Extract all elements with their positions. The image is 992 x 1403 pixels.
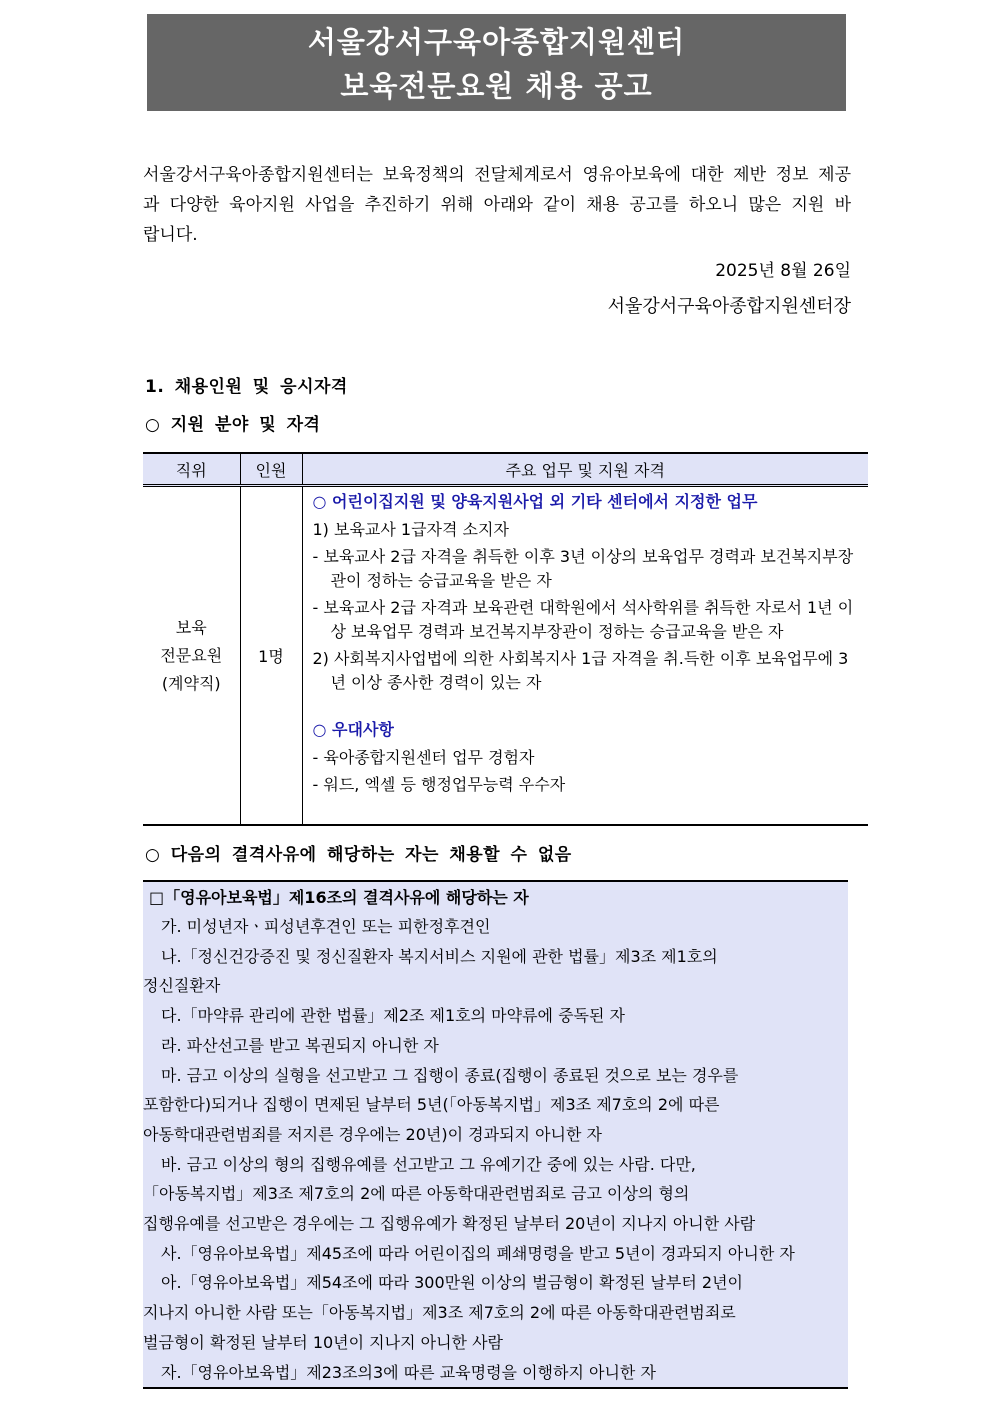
disqualification-box <box>143 880 848 1389</box>
section-1-heading: 1. 채용인원 및 응시자격 <box>145 377 348 397</box>
position-line: (계약직) <box>161 673 221 693</box>
count-cell: 1명 <box>240 486 302 826</box>
title-line-1: 서울강서구육아종합지원센터 <box>307 25 686 59</box>
preference-1: - 육아종합지원센터 업무 경험자 <box>312 748 535 767</box>
qualification-2: 2) 사회복지사업법에 의한 사회복지사 1급 자격을 취.득한 이후 보육업무에 3년 이상 종사한 경력이 있는 자 <box>312 649 849 692</box>
preference-heading: ○ 우대사항 <box>312 720 394 739</box>
list-item: 아.「영유아보육법」제54조에 따라 300만원 이상의 벌금형이 확정된 날부터 2년이 <box>161 1273 743 1293</box>
list-item: 아동학대관련범죄를 저지른 경우에는 20년)이 경과되지 아니한 자 <box>143 1124 602 1144</box>
title-banner <box>147 14 846 111</box>
announcement-date: 2025년 8월 26일 <box>715 261 851 281</box>
disqualification-title: □「영유아보육법」제16조의 결격사유에 해당하는 자 <box>149 888 529 907</box>
table-header-row <box>143 453 868 486</box>
list-item: 집행유예를 선고받은 경우에는 그 집행유예가 확정된 날부터 20년이 지나지 아니한 사람 <box>143 1214 756 1234</box>
qualification-1a: - 보육교사 2급 자격을 취득한 이후 3년 이상의 보육업무 경력과 보건복지부장관이 정하는 승급교육을 받은 자 <box>312 547 854 590</box>
list-item: 마. 금고 이상의 실형을 선고받고 그 집행이 종료(집행이 종료된 것으로 보는 경우를 <box>161 1065 739 1085</box>
intro-paragraph: 서울강서구육아종합지원센터는 보육정책의 전달체계로서 영유아보육에 대한 제반 정보 제공과 다양한 육아지원 사업을 추진하기 위해 아래와 같이 채용 공고를 하오니 많은 지원 바랍니다. <box>143 165 851 245</box>
list-item: 지나지 아니한 사람 또는「아동복지법」제3조 제7호의 2에 따른 아동학대관련범죄로 <box>143 1303 736 1323</box>
header-position: 직위 <box>143 453 240 486</box>
qualification-1b: - 보육교사 2급 자격과 보육관련 대학원에서 석사학위를 취득한 자로서 1년 이상 보육업무 경력과 보건복지부장관이 정하는 승급교육을 받은 자 <box>312 598 854 641</box>
recruitment-table <box>143 452 868 826</box>
list-item: 가. 미성년자ㆍ피성년후견인 또는 피한정후견인 <box>161 917 491 936</box>
list-item: 사.「영유아보육법」제45조에 따라 어린이집의 폐쇄명령을 받고 5년이 경과되지 아니한 자 <box>161 1243 795 1263</box>
header-count: 인원 <box>240 453 302 486</box>
list-item: 정신질환자 <box>143 976 221 996</box>
list-item: 나.「정신건강증진 및 정신질환자 복지서비스 지원에 관한 법률」제3조 제1호의 <box>161 946 718 966</box>
preference-2: - 워드, 엑셀 등 행정업무능력 우수자 <box>312 775 566 794</box>
position-cell <box>143 486 240 826</box>
duty-heading: ○ 어린이집지원 및 양육지원사업 외 기타 센터에서 지정한 업무 <box>312 492 758 511</box>
list-item: 바. 금고 이상의 형의 집행유예를 선고받고 그 유예기간 중에 있는 사람. 다만, <box>161 1154 696 1174</box>
list-item: 벌금형이 확정된 날부터 10년이 지나지 아니한 사람 <box>143 1332 503 1352</box>
list-item: 다.「마약류 관리에 관한 법률」제2조 제1호의 마약류에 중독된 자 <box>161 1006 625 1026</box>
title-line-2: 보육전문요원 채용 공고 <box>340 69 653 103</box>
list-item: 포함한다)되거나 집행이 면제된 날부터 5년(「아동복지법」제3조 제7호의 2에 따른 <box>143 1095 720 1115</box>
disqualification-heading: ○ 다음의 결격사유에 해당하는 자는 채용할 수 없음 <box>145 845 572 865</box>
position-line: 전문요원 <box>160 645 223 665</box>
duties-cell <box>302 486 868 826</box>
list-item: 자.「영유아보육법」제23조의3에 따른 교육명령을 이행하지 아니한 자 <box>161 1362 656 1382</box>
qualification-1: 1) 보육교사 1급자격 소지자 <box>312 520 509 539</box>
position-line: 보육 <box>175 617 207 637</box>
list-item: 「아동복지법」제3조 제7호의 2에 따른 아동학대관련범죄로 금고 이상의 형의 <box>143 1184 690 1204</box>
signer: 서울강서구육아종합지원센터장 <box>607 296 851 317</box>
section-1-subheading: ○ 지원 분야 및 자격 <box>145 415 321 435</box>
table-row <box>143 486 868 826</box>
header-duties: 주요 업무 및 지원 자격 <box>302 453 868 486</box>
list-item: 라. 파산선고를 받고 복권되지 아니한 자 <box>161 1035 439 1055</box>
